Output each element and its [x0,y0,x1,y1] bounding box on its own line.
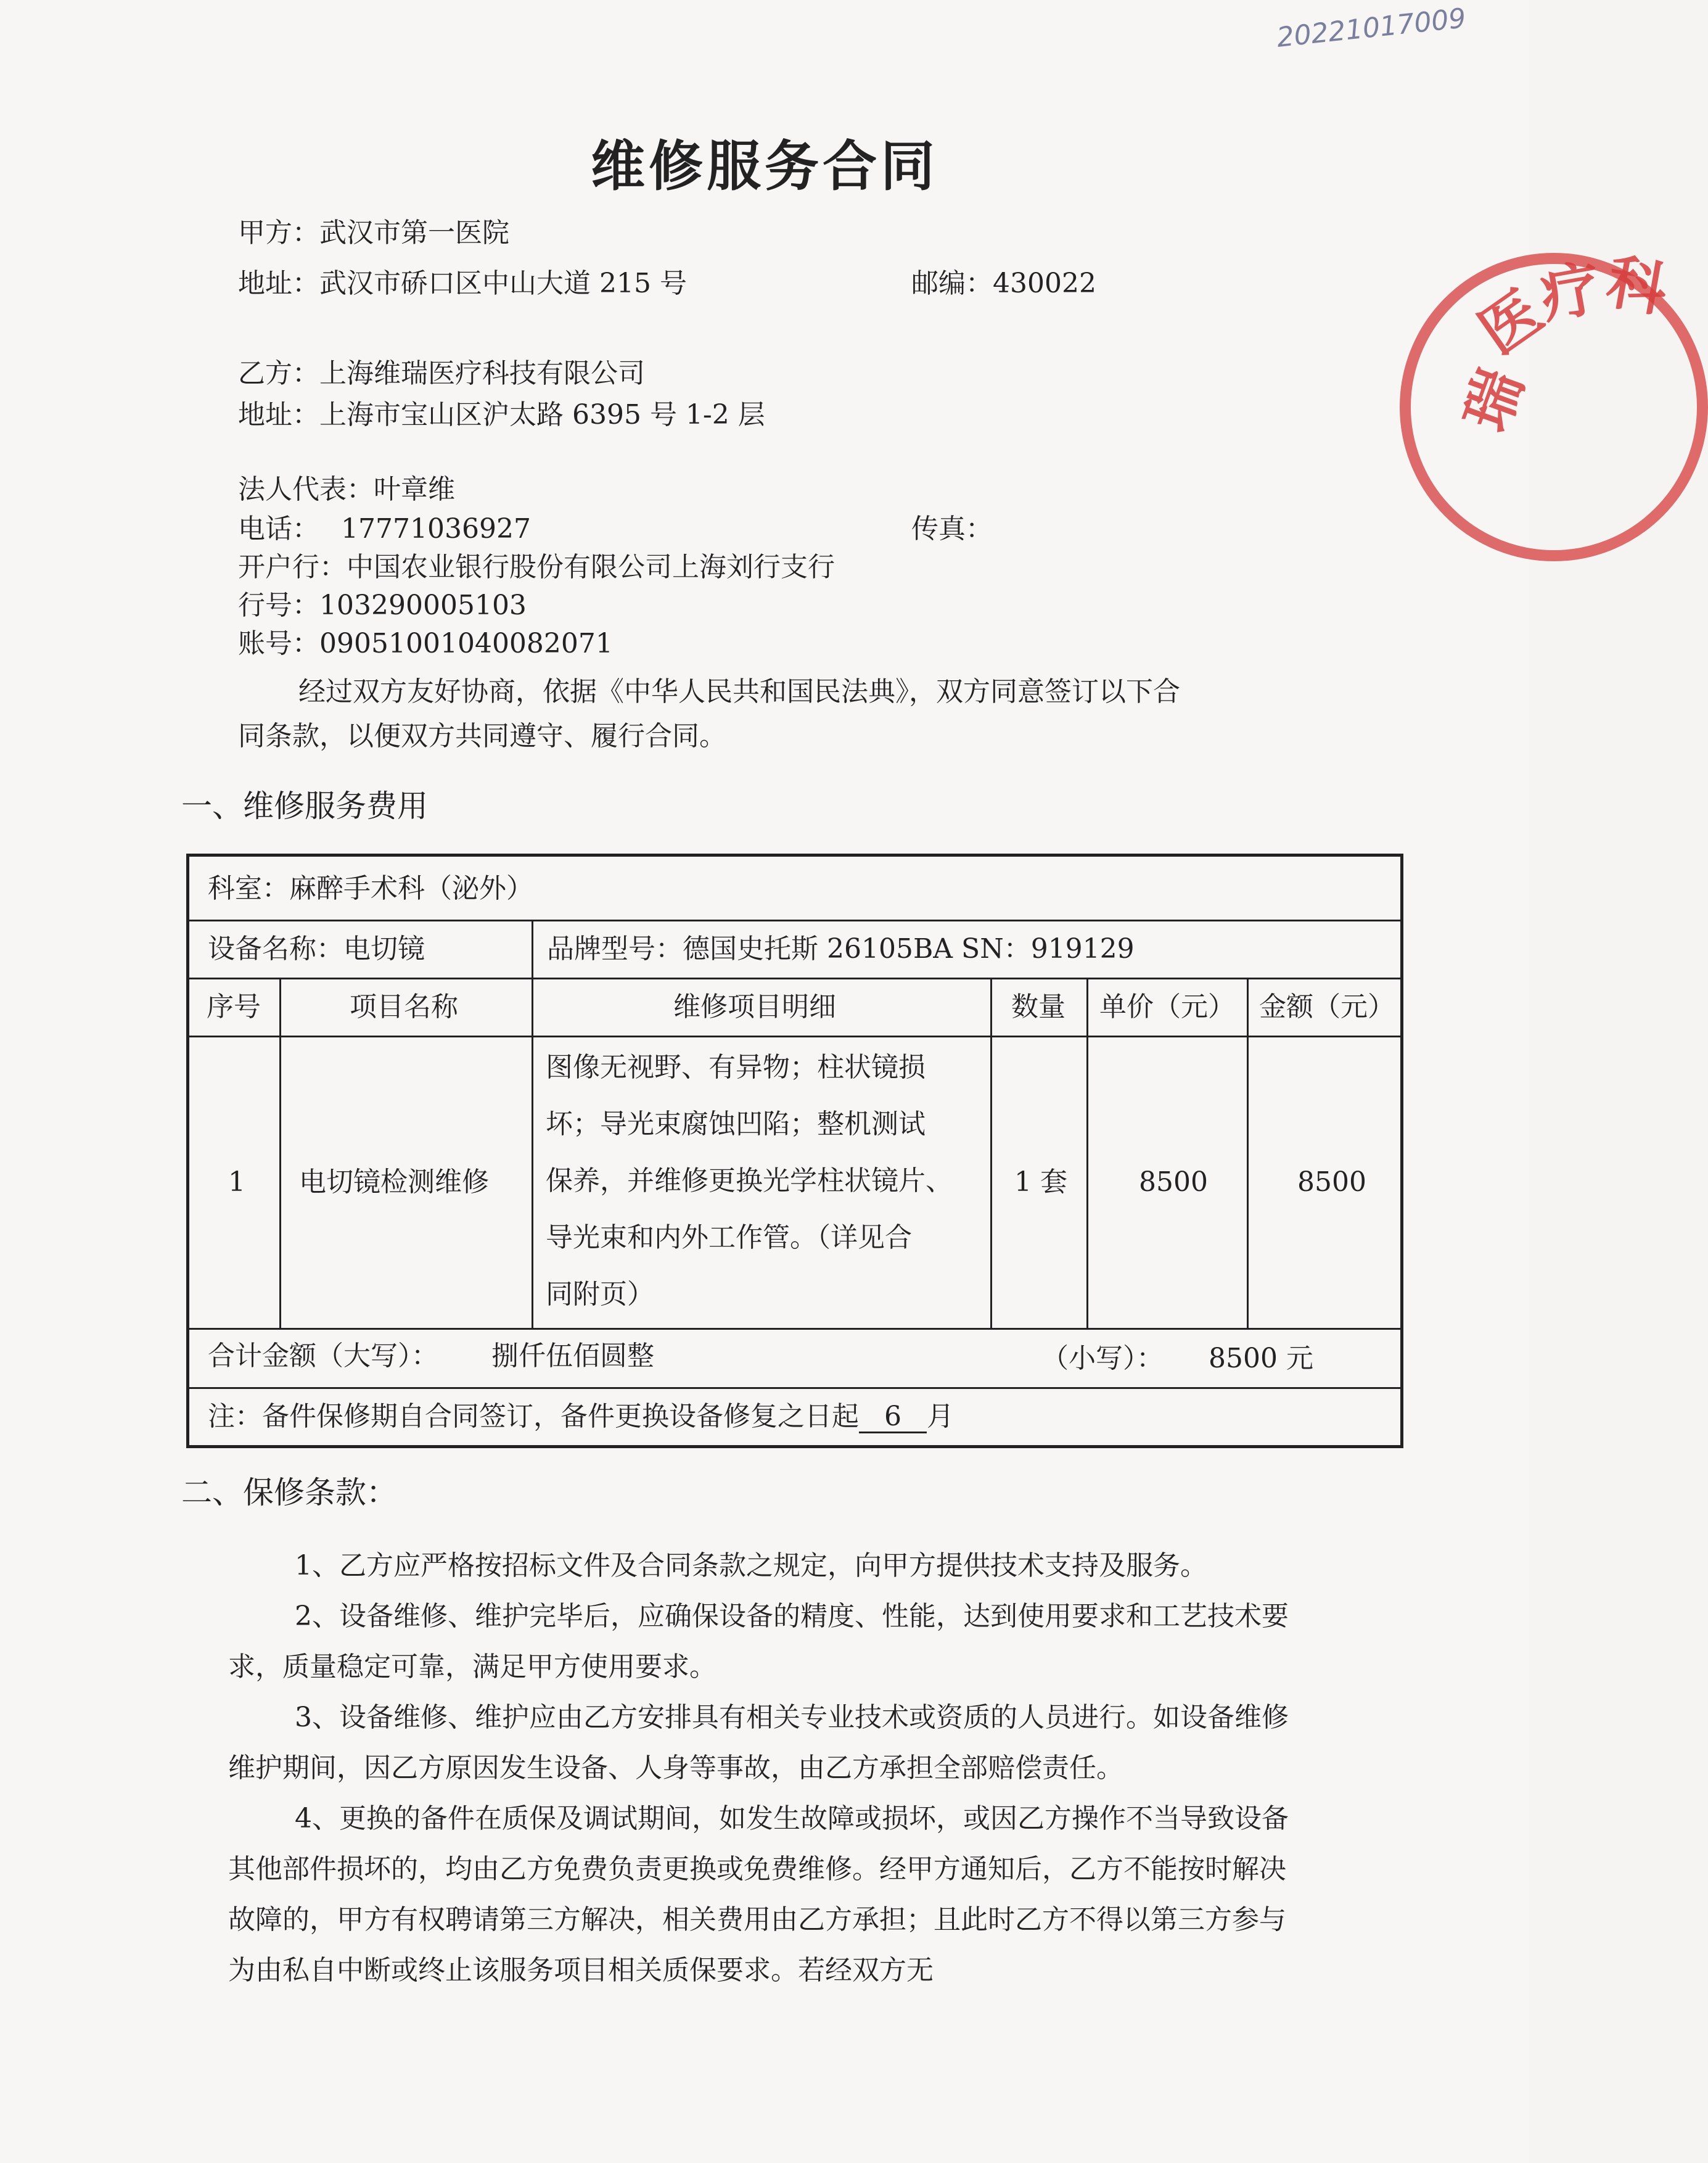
clause-2: 2、设备维修、维护完毕后，应确保设备的精度、性能，达到使用要求和工艺技术要求，质量稳定可靠，满足甲方使用要求。 [228,1601,1289,1683]
row-no: 1 [228,1166,245,1198]
warranty-months: 6 [859,1402,927,1433]
clause-3: 3、设备维修、维护应由乙方安排具有相关专业技术或资质的人员进行。如设备维修维护期间，因乙方原因发生设备、人身等事故，由乙方承担全部赔偿责任。 [228,1702,1289,1784]
row-item: 电切镜检测维修 [299,1166,489,1198]
header-qty: 数量 [1011,991,1065,1023]
row-amount: 8500 [1297,1166,1366,1198]
party-a-name: 甲方：武汉市第一医院 [238,217,509,249]
party-b-account: 账号：09051001040082071 [238,628,613,659]
header-item-name: 项目名称 [350,991,458,1023]
party-b-address: 地址：上海市宝山区沪太路 6395 号 1-2 层 [238,399,765,431]
section-2-heading: 二、保修条款： [181,1475,397,1510]
party-b-phone: 17771036927 [341,513,531,545]
total-label: 合计金额（大写）： [208,1340,438,1372]
document-title: 维修服务合同 [590,134,938,198]
warranty-note: 注：备件保修期自合同签订，备件更换设备修复之日起 6 月 [208,1401,954,1432]
table-brand-model: 品牌型号：德国史托斯 26105BA SN：919129 [547,933,1135,965]
clause-4: 4、更换的备件在质保及调试期间，如发生故障或损坏，或因乙方操作不当导致设备其他部件损坏的，均由乙方免费负责更换或免费维修。经甲方通知后，乙方不能按时解决故障的，甲方有权聘请第三方解决，相关费用由乙方承担；且此时乙方不得以第三方参与为由私自中断或终止该服务项目相关质保要求。若经双方无 [228,1803,1289,1986]
intro-line-2: 同条款，以便双方共同遵守、履行合同。 [238,720,726,752]
party-b-fax: 传真： [911,513,993,545]
total-upper: 捌仟伍佰圆整 [491,1340,654,1372]
table-device-name: 设备名称：电切镜 [208,933,425,965]
header-no: 序号 [207,991,261,1023]
service-fee-table [186,854,1403,1448]
party-b-bank: 开户行：中国农业银行股份有限公司上海刘行支行 [238,551,835,583]
party-a-address: 地址：武汉市硚口区中山大道 215 号 [238,268,687,299]
clause-1: 1、乙方应严格按招标文件及合同条款之规定，向甲方提供技术支持及服务。 [295,1550,1207,1581]
table-dept: 科室：麻醉手术科（泌外） [208,873,533,904]
party-b-bank-no: 行号：103290005103 [238,590,527,621]
header-amount: 金额（元） [1259,991,1395,1023]
intro-line-1: 经过双方友好协商，依据《中华人民共和国民法典》，双方同意签订以下合 [298,676,1180,707]
header-unit-price: 单价（元） [1099,991,1235,1023]
total-lower-label: （小写）： [1041,1343,1164,1374]
header-detail: 维修项目明细 [673,991,836,1023]
row-qty: 1 套 [1014,1166,1067,1198]
handwritten-number: 20221017009 [1275,2,1468,54]
row-unit-price: 8500 [1139,1166,1208,1198]
total-lower: 8500 元 [1209,1343,1313,1374]
section-1-heading: 一、维修服务费用 [181,788,428,824]
party-a-postcode: 邮编：430022 [911,268,1096,299]
party-b-phone-label: 电话： [238,513,319,545]
row-detail: 图像无视野、有异物；柱状镜损 坏；导光束腐蚀凹陷；整机测试 保养，并维修更换光学柱状镜片、 导光束和内外工作管。（详见合 同附页） [546,1052,953,1310]
company-seal: 瑞 医 疗 科 [1400,253,1708,561]
party-b-legal-rep: 法人代表：叶章维 [238,474,455,505]
party-b-name: 乙方：上海维瑞医疗科技有限公司 [238,358,645,389]
